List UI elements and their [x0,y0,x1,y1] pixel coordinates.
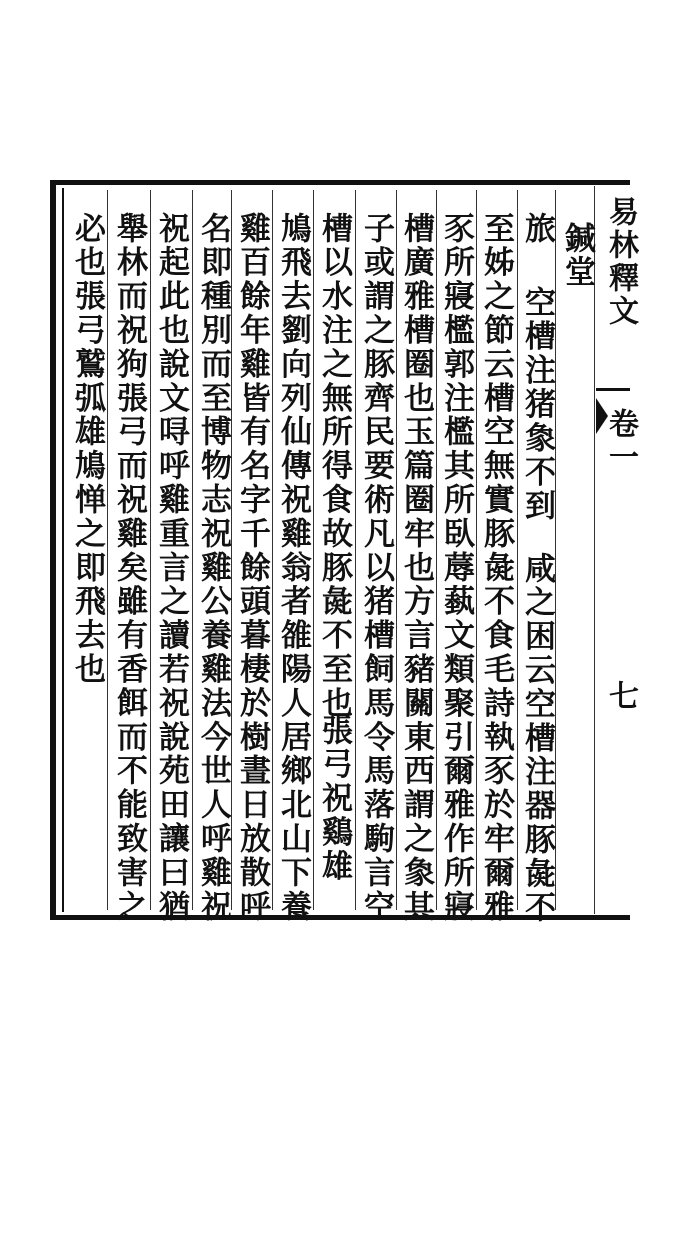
text-column-9: 雞百餘年雞皆有名字千餘頭暮棲於樹晝日放散呼 [234,212,270,924]
column-rule [192,190,193,910]
column-rule [231,190,232,910]
banxin-divider [596,388,630,391]
text-column-3: 至姊之節云槽空無實豚彘不食毛詩執豕於牢爾雅 [478,212,514,924]
text-column-13: 必也張弓鷲弧雄鳩惮之即飛去也 [69,212,105,687]
header-note: 鍼堂 [559,222,595,290]
text-column-7b: 張弓祝鷄雄 [316,714,352,884]
column-rule [107,190,108,910]
text-column-1a: 旅 [519,212,555,246]
text-column-6: 子或謂之豚齊民要術凡以猪槽飼馬令馬落駒言空 [358,212,394,924]
column-rule [313,190,314,910]
column-rule [396,190,397,910]
text-column-7a: 槽以水注之無所得食故豚彘不至也 [316,212,352,721]
column-rule [436,190,437,910]
juan-label: 卷一 [603,408,638,474]
column-rule [517,190,518,910]
page-number: 七 [603,680,638,710]
book-title: 易林釋文 [603,196,638,328]
text-column-4: 豕所寢檻郭注檻其所臥蓐蓺文類聚引爾雅作所寢 [438,212,474,924]
column-rule [355,190,356,910]
column-rule [555,190,556,910]
inner-left-rule [62,188,64,912]
column-rule [150,190,151,910]
text-column-1b: 空槽注猪𧰼不到 [519,286,555,524]
text-column-11: 祝起此也說文㖊呼雞重言之讀若祝說苑田讓曰猶 [153,212,189,924]
text-column-12: 舉林而祝狗張弓而祝雞矣雖有香餌而不能致害之 [111,212,147,924]
text-column-8: 鳩飛去劉向列仙傳祝雞翁者雒陽人居鄉北山下養 [275,212,311,924]
text-column-10: 名即種別而至博物志祝雞公養雞法今世人呼雞祝 [195,212,231,924]
column-rule [272,190,273,910]
column-rule [476,190,477,910]
text-column-2 [520,552,554,1252]
text-segment: 咸之困云空槽注器豚彘不 [519,552,555,925]
text-column-5: 槽廣雅槽圈也玉篇圈牢也方言豬關東西謂之𧰼其 [398,212,434,924]
